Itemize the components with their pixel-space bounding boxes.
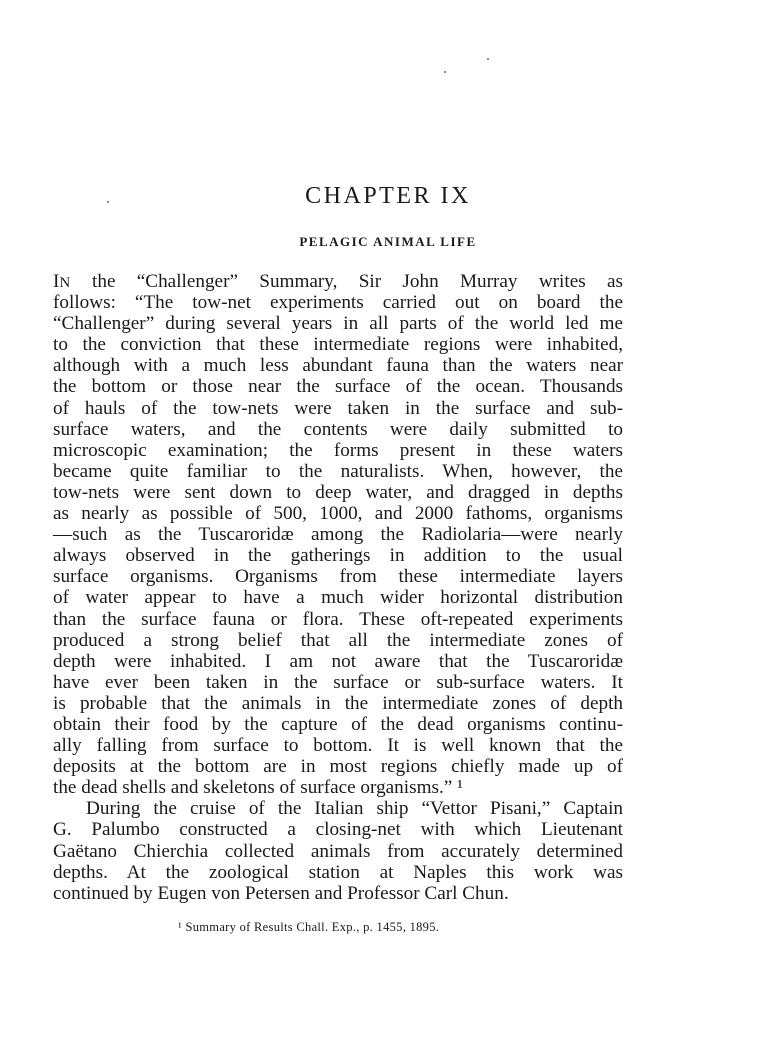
text-line: became quite familiar to the naturalists. When, however, the [53, 460, 623, 482]
line-text: the “Challenger” Summary, Sir John Murray writes as [92, 271, 623, 292]
text-line: microscopic examination; the forms present in these waters [53, 439, 623, 461]
text-line: G. Palumbo constructed a closing-net with which Lieutenant [53, 819, 623, 841]
text-line: is probable that the animals in the intermediate zones of depth [53, 692, 623, 714]
text-line: have ever been taken in the surface or sub-surface waters. It [53, 671, 623, 693]
text-line: the dead shells and skeletons of surface organisms.” ¹ [53, 777, 463, 799]
text-line: ally falling from surface to bottom. It is well known that the [53, 735, 623, 757]
text-line: depths. At the zoological station at Naples this work was [53, 861, 623, 883]
text-line: as nearly as possible of 500, 1000, and 2000 fathoms, organisms [53, 503, 623, 525]
text-line: follows: “The tow-net experiments carried out on board the [53, 292, 623, 314]
footnote: ¹ Summary of Results Chall. Exp., p. 1455, 1895. [178, 920, 440, 934]
text-line: although with a much less abundant fauna than the waters near [53, 355, 623, 377]
text-line: During the cruise of the Italian ship “Vettor Pisani,” Captain [86, 798, 623, 820]
text-line: tow-nets were sent down to deep water, and dragged in depths [53, 481, 623, 503]
page-speck [444, 71, 446, 73]
text-line: to the conviction that these intermediate regions were inhabited, [53, 334, 623, 356]
text-line: deposits at the bottom are in most regions chiefly made up of [53, 756, 623, 778]
text-line: produced a strong belief that all the intermediate zones of [53, 629, 623, 651]
text-line: of water appear to have a much wider horizontal distribution [53, 587, 623, 609]
page-speck [487, 58, 489, 60]
paragraph-1 [53, 271, 623, 798]
text-line [53, 271, 623, 292]
text-line: than the surface fauna or flora. These oft-repeated experiments [53, 608, 623, 630]
text-line: Gaëtano Chierchia collected animals from accurately determined [53, 840, 623, 862]
initial-letter: I [53, 271, 60, 292]
chapter-subtitle: PELAGIC ANIMAL LIFE [299, 234, 477, 249]
text-line: depth were inhabited. I am not aware that the Tuscaroridæ [53, 650, 623, 672]
text-line: of hauls of the tow-nets were taken in the surface and sub- [53, 397, 623, 419]
body-text [53, 271, 623, 904]
text-line: surface waters, and the contents were daily submitted to [53, 418, 623, 440]
paragraph-2 [53, 798, 623, 903]
text-line: surface organisms. Organisms from these intermediate layers [53, 566, 623, 588]
text-line: the bottom or those near the surface of the ocean. Thousands [53, 376, 623, 398]
text-line: —such as the Tuscaroridæ among the Radiolaria—were nearly [53, 524, 623, 546]
text-line: continued by Eugen von Petersen and Professor Carl Chun. [53, 882, 509, 904]
text-line: always observed in the gatherings in addition to the usual [53, 545, 623, 567]
initial-smallcaps: N [59, 275, 71, 291]
chapter-title: CHAPTER IX [305, 183, 471, 209]
text-line: obtain their food by the capture of the dead organisms continu- [53, 713, 623, 735]
text-line: “Challenger” during several years in all parts of the world led me [53, 313, 623, 335]
